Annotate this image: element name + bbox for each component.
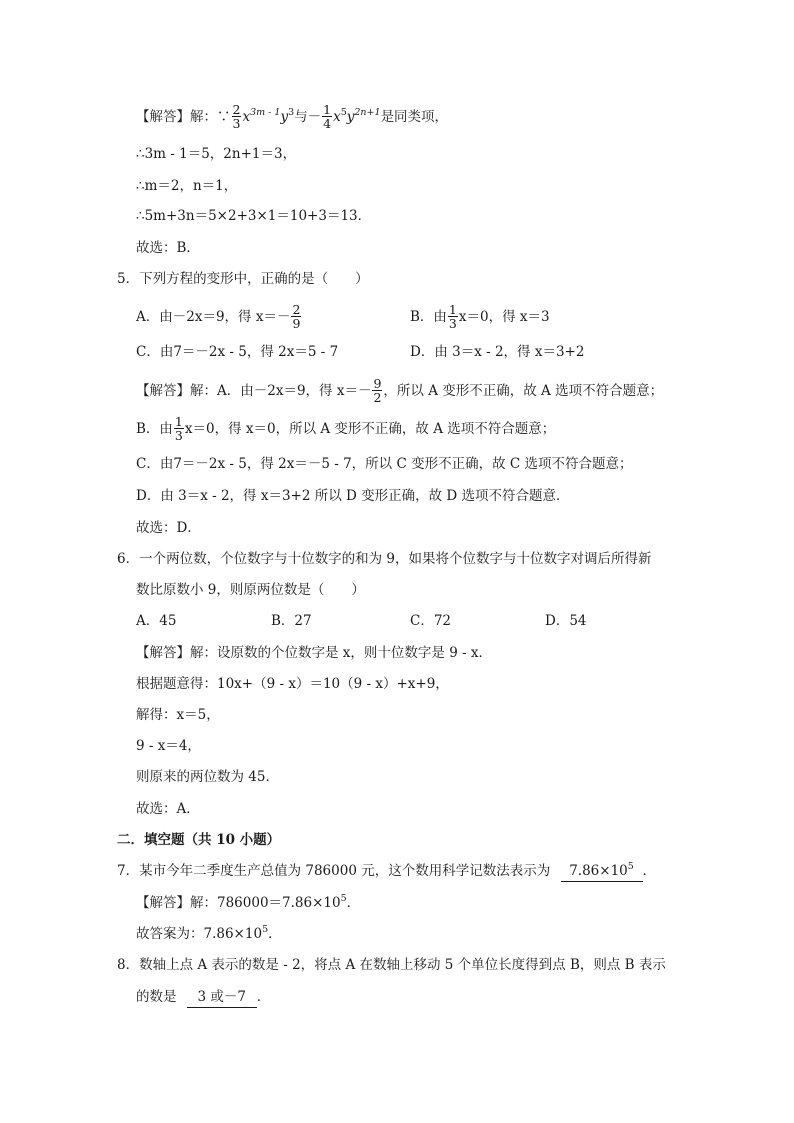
q6-answer-line-3: 解得：x＝5， <box>136 707 220 723</box>
q6-option-a: A．45 <box>136 613 177 629</box>
q6-option-b: B．27 <box>271 613 312 629</box>
q6-option-d: D．54 <box>545 613 587 629</box>
q7-answer-line-2: 故答案为：$7.86\times 10^5$． <box>136 924 282 942</box>
q8-stem-line-1: 8．数轴上点 A 表示的数是 - 2，将点 A 在数轴上移动 5 个单位长度得到点 B，则点 B 表示 <box>117 957 666 973</box>
q7-answer-blank: $7.86\times 10^5$ <box>561 861 643 882</box>
q6-answer-line-4: 9 - x＝4， <box>136 738 201 754</box>
fraction: $\frac{2}{9}$ <box>292 302 301 331</box>
q5-option-a: A．由－2x＝9，得 x＝－ $\frac{2}{9}$ <box>136 302 301 331</box>
fraction: $\frac{1}{3}$ <box>174 414 183 443</box>
q5-answer-line-5: 故选：D． <box>136 520 201 536</box>
q4-answer-line-3: ∴m＝2，n＝1， <box>136 178 238 194</box>
q5-answer-line-3: C．由7＝－2x - 5，得 2x＝－5 - 7，所以 C 变形不正确，故 C 选项不符合题意； <box>136 456 633 472</box>
fraction: $\frac{1}{3}$ <box>448 302 457 331</box>
q8-answer-blank: 3 或－7 <box>187 987 257 1008</box>
q4-answer-line-5: 故选：B． <box>136 240 200 256</box>
q4-answer-line-4: ∴5m+3n＝5×2+3×1＝10+3＝13． <box>136 208 372 224</box>
q6-stem-line-2: 数比原数小 9，则原两位数是（ ） <box>136 582 365 598</box>
q4-answer-line-1: 【解答】解：∵ $\frac{2}{3}$ $x^{3m - 1}y^3$与－ $\frac{1}{4}$ $x^5y^{2n+1}$是同类项， <box>136 102 449 131</box>
fraction: $\frac{2}{3}$ <box>232 102 241 131</box>
q5-option-b: B．由 $\frac{1}{3}$ x＝0，得 x＝3 <box>410 302 550 331</box>
q6-answer-line-2: 根据题意得：10x+（9 - x）＝10（9 - x）+x+9， <box>136 676 449 692</box>
q5-option-d: D．由 3＝x - 2，得 x＝3+2 <box>410 344 585 360</box>
q7-answer-line-1: 【解答】解：$786000=7.86\times 10^5$． <box>136 893 361 911</box>
q8-stem-line-2: 的数是 3 或－7 ． <box>136 987 270 1008</box>
q5-answer-line-1: 【解答】解：A．由－2x＝9，得 x＝－ $\frac{9}{2}$ ，所以 A 变形不正确，故 A 选项不符合题意； <box>136 376 664 405</box>
fraction: $\frac{9}{2}$ <box>373 376 382 405</box>
section-heading-fill-in: 二．填空题（共 10 小题） <box>117 832 281 848</box>
q5-answer-line-2: B．由 $\frac{1}{3}$ x＝0，得 x＝0，所以 A 变形不正确，故 A 选项不符合题意； <box>136 414 556 443</box>
q6-option-c: C．72 <box>410 613 452 629</box>
q5-option-c: C．由7＝－2x - 5，得 2x＝5 - 7 <box>136 344 339 360</box>
q4-answer-line-2: ∴3m - 1＝5，2n+1＝3， <box>136 146 297 162</box>
q6-answer-line-6: 故选：A． <box>136 801 200 817</box>
q7-stem: 7．某市今年二季度生产总值为 786000 元，这个数用科学记数法表示为 $7.86\times 10^5$ ． <box>117 861 656 882</box>
fraction: $\frac{1}{4}$ <box>323 102 332 131</box>
q5-stem: 5．下列方程的变形中，正确的是（ ） <box>117 271 369 287</box>
q6-answer-line-5: 则原来的两位数为 45． <box>136 769 279 785</box>
q5-answer-line-4: D．由 3＝x - 2，得 x＝3+2 所以 D 变形正确，故 D 选项不符合题意． <box>136 488 570 504</box>
q6-answer-line-1: 【解答】解：设原数的个位数字是 x，则十位数字是 9 - x． <box>136 645 493 661</box>
q6-stem-line-1: 6．一个两位数，个位数字与十位数字的和为 9，如果将个位数字与十位数字对调后所得新 <box>117 551 652 567</box>
